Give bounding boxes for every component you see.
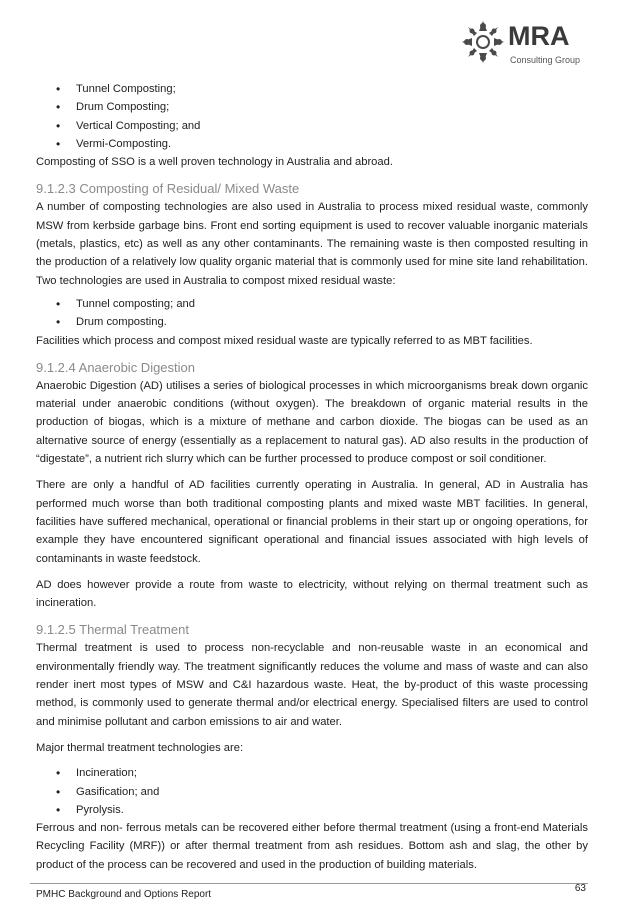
list-item: • Tunnel composting; and: [36, 295, 588, 313]
logo-subtitle: Consulting Group: [510, 55, 581, 65]
mra-logo-icon: [458, 17, 508, 67]
list-item: • Tunnel Composting;: [36, 80, 588, 98]
logo-wordmark: MRA: [508, 21, 570, 51]
list-item: • Pyrolysis.: [36, 801, 588, 819]
paragraph: Composting of SSO is a well proven technology in Australia and abroad.: [36, 156, 393, 169]
thermal-technologies-list: [36, 764, 588, 819]
paragraph: Thermal treatment is used to process non-recyclable and non-reusable waste in an economical and environmentally friendly way. The treatment significantly reduces the volume and mass of waste and can also render inert most types of MSW and C&I hazardous waste. Heat, the by-product of this waste processing method, is commonly used to generate thermal and/or electrical energy. Specialised filters are used to control and minimise pollutant and carbon emissions to air and water.: [36, 642, 588, 728]
list-item: • Vertical Composting; and: [36, 117, 588, 135]
main-content: [36, 80, 588, 874]
list-item: • Drum Composting;: [36, 98, 588, 116]
paragraph: A number of composting technologies are also used in Australia to process mixed residual waste, commonly MSW from kerbside garbage bins. Front end sorting equipment is used to recover valuable inorganic materials (metals, plastics, etc) as well as any other contaminants. The remaining waste is then composted resulting in the production of a relatively low quality organic material that is commonly used for mine site land rehabilitation. Two technologies are used in Australia to compost mixed residual waste:: [36, 201, 588, 287]
footer-divider: [30, 883, 588, 884]
mra-logo: [458, 17, 588, 73]
section-heading: 9.1.2.5 Thermal Treatment: [36, 622, 189, 638]
list-item: • Incineration;: [36, 764, 588, 782]
paragraph: Ferrous and non- ferrous metals can be recovered either before thermal treatment (using a front-end Materials Recycling Facility (MRF)) or after thermal treatment from ash residues. Bottom ash and slag, the other by product of the process can be recovered and used in the production of building materials.: [36, 822, 588, 871]
section-heading: 9.1.2.3 Composting of Residual/ Mixed Waste: [36, 181, 300, 197]
paragraph: Facilities which process and compost mixed residual waste are typically referred to as MBT facilities.: [36, 334, 533, 347]
section-heading: 9.1.2.4 Anaerobic Digestion: [36, 359, 195, 375]
list-item: • Gasification; and: [36, 783, 588, 801]
list-item: • Drum composting.: [36, 313, 588, 331]
mixed-waste-technologies-list: [36, 295, 588, 332]
paragraph: There are only a handful of AD facilities currently operating in Australia. In general, AD in Australia has performed much worse than both traditional composting plants and mixed waste MBT facilities. In general, facilities have suffered mechanical, operational or financial problems in their start up or ongoing operations, for example they have encountered significant operational and financial issues associated with high levels of contaminants in waste feedstock.: [36, 479, 588, 565]
footer-title: PMHC Background and Options Report: [36, 889, 212, 900]
page-number: 63: [574, 883, 586, 894]
composting-technologies-list: [36, 80, 588, 153]
paragraph: Major thermal treatment technologies are:: [36, 741, 244, 754]
list-item: • Vermi-Composting.: [36, 135, 588, 153]
paragraph: AD does however provide a route from waste to electricity, without relying on thermal treatment such as incineration.: [36, 578, 588, 610]
paragraph: Anaerobic Digestion (AD) utilises a series of biological processes in which microorganisms break down organic material under anaerobic conditions (without oxygen). The breakdown of organic material results in the production of biogas, which is a mixture of methane and carbon dioxide. The biogas can be used as an alternative source of energy (essentially as a replacement to natural gas). AD also results in the production of “digestate”, a nutrient rich slurry which can be further processed to produce compost or soil conditioner.: [36, 379, 588, 466]
